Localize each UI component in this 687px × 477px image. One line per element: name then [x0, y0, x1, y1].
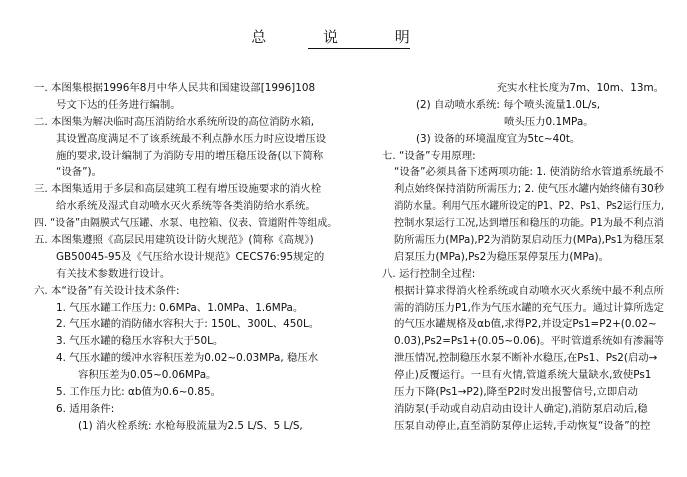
text-line: 六. 本“设备”有关设计技术条件:	[34, 284, 180, 297]
text-line: (3) 设备的环境温度宜为5tc~40t。	[416, 132, 581, 145]
title-underline	[308, 48, 410, 49]
left-column	[34, 80, 337, 435]
text-line: 充实水柱长度为7m、10m、13m。	[496, 82, 664, 94]
text-line: 防所需压力(MPa),P2为消防泵启动压力(MPa),Ps1为稳压泵	[394, 234, 664, 247]
text-line: 喷头压力0.1MPa。	[504, 115, 594, 128]
text-line: 给水系统及湿式自动喷水灭火系统等各类消防给水系统。	[56, 200, 316, 213]
text-line: 压泵自动停止,直至消防泵停止运转,手动恢复“设备”的控	[394, 419, 651, 432]
text-line: 控制水泵运行工况,达到增压和稳压的功能。P1为最不利点消	[394, 217, 664, 230]
page-title: 总 说 明	[251, 28, 436, 46]
text-line: GB50045-95及《气压给水设计规范》CECS76:95规定的	[56, 250, 325, 263]
text-line: 七. “设备”专用原理:	[382, 149, 476, 162]
text-line: 二. 本图集为解决临时高压消防给水系统所设的高位消防水箱,	[34, 115, 315, 128]
text-line: 启泵压力(MPa),Ps2为稳压泵停泵压力(MPa)。	[394, 250, 609, 263]
text-line: 4. 气压水罐的缓冲水容积压差为0.02~0.03MPa, 稳压水	[56, 352, 319, 365]
text-line: 根据计算求得消火栓系统或自动喷水灭火系统中最不利点所	[394, 284, 664, 297]
text-line: 容积压差为0.05~0.06MPa。	[78, 369, 217, 382]
text-line: 四. “设备”由隔膜式气压罐、水泵、电控箱、仪表、管道附件等组成。	[34, 217, 338, 230]
right-column	[382, 80, 665, 435]
text-line: (1) 消火栓系统: 水枪每股流量为2.5 L/S、5 L/S,	[78, 419, 303, 432]
text-line: 号文下达的任务进行编制。	[56, 98, 181, 111]
text-line: 五. 本图集遵照《高层民用建筑设计防火规范》(简称《高规》)	[34, 234, 314, 247]
text-line: 6. 适用条件:	[56, 402, 115, 415]
text-line: 泄压情况,控制稳压水泵不断补水稳压,在Ps1、Ps2(启动→	[394, 352, 658, 365]
text-line: 压力下降(Ps1→P2),降至P2时发出报警信号,立即启动	[394, 386, 638, 399]
text-line: 0.03),Ps2=Ps1+(0.05~0.06)。平时管道系统如有渗漏等	[394, 335, 664, 348]
text-line: 消防泵(手动或自动启动由设计人确定),消防泵启动后,稳	[394, 402, 648, 415]
text-line: (2) 自动喷水系统: 每个喷头流量1.0L/s,	[416, 98, 601, 111]
text-line: 八. 运行控制全过程:	[382, 267, 476, 280]
text-line: 5. 工作压力比: αb值为0.6~0.85。	[56, 386, 221, 399]
text-line: “设备”必须具备下述两项功能: 1. 使消防给水管道系统最不	[394, 166, 664, 179]
text-line: 施的要求,设计编制了为消防专用的增压稳压设备(以下简称	[56, 149, 324, 162]
text-line: 3. 气压水罐的稳压水容积大于50L。	[56, 335, 224, 348]
text-line: 1. 气压水罐工作压力: 0.6MPa、1.0MPa、1.6MPa。	[56, 301, 304, 314]
text-line: 的气压水罐规格及αb值,求得P2,并设定Ps1=P2+(0.02~	[394, 318, 657, 331]
text-line: 消防水量。利用气压水罐所设定的P1、P2、Ps1、Ps2运行压力,	[394, 200, 665, 213]
text-line: “设备”)。	[56, 166, 102, 179]
text-line: 2. 气压水罐的消防储水容积大于: 150L、300L、450L。	[56, 318, 320, 331]
text-line: 停止)反覆运行。一旦有火情,管道系统大量缺水,致使Ps1	[394, 369, 652, 382]
text-line: 有关技术参数进行设计。	[56, 267, 171, 280]
text-line: 需的消防压力P1,作为气压水罐的充气压力。通过计算所选定	[394, 301, 664, 314]
text-line: 三. 本图集适用于多层和高层建筑工程有增压设施要求的消火栓	[34, 183, 322, 196]
text-line: 其设置高度满足不了该系统最不利点静水压力时应设增压设	[56, 132, 327, 145]
text-line: 一. 本图集根据1996年8月中华人民共和国建设部[1996]108	[34, 82, 316, 94]
text-line: 利点始终保持消防所需压力; 2. 使气压水罐内始终储有30秒	[394, 183, 665, 196]
